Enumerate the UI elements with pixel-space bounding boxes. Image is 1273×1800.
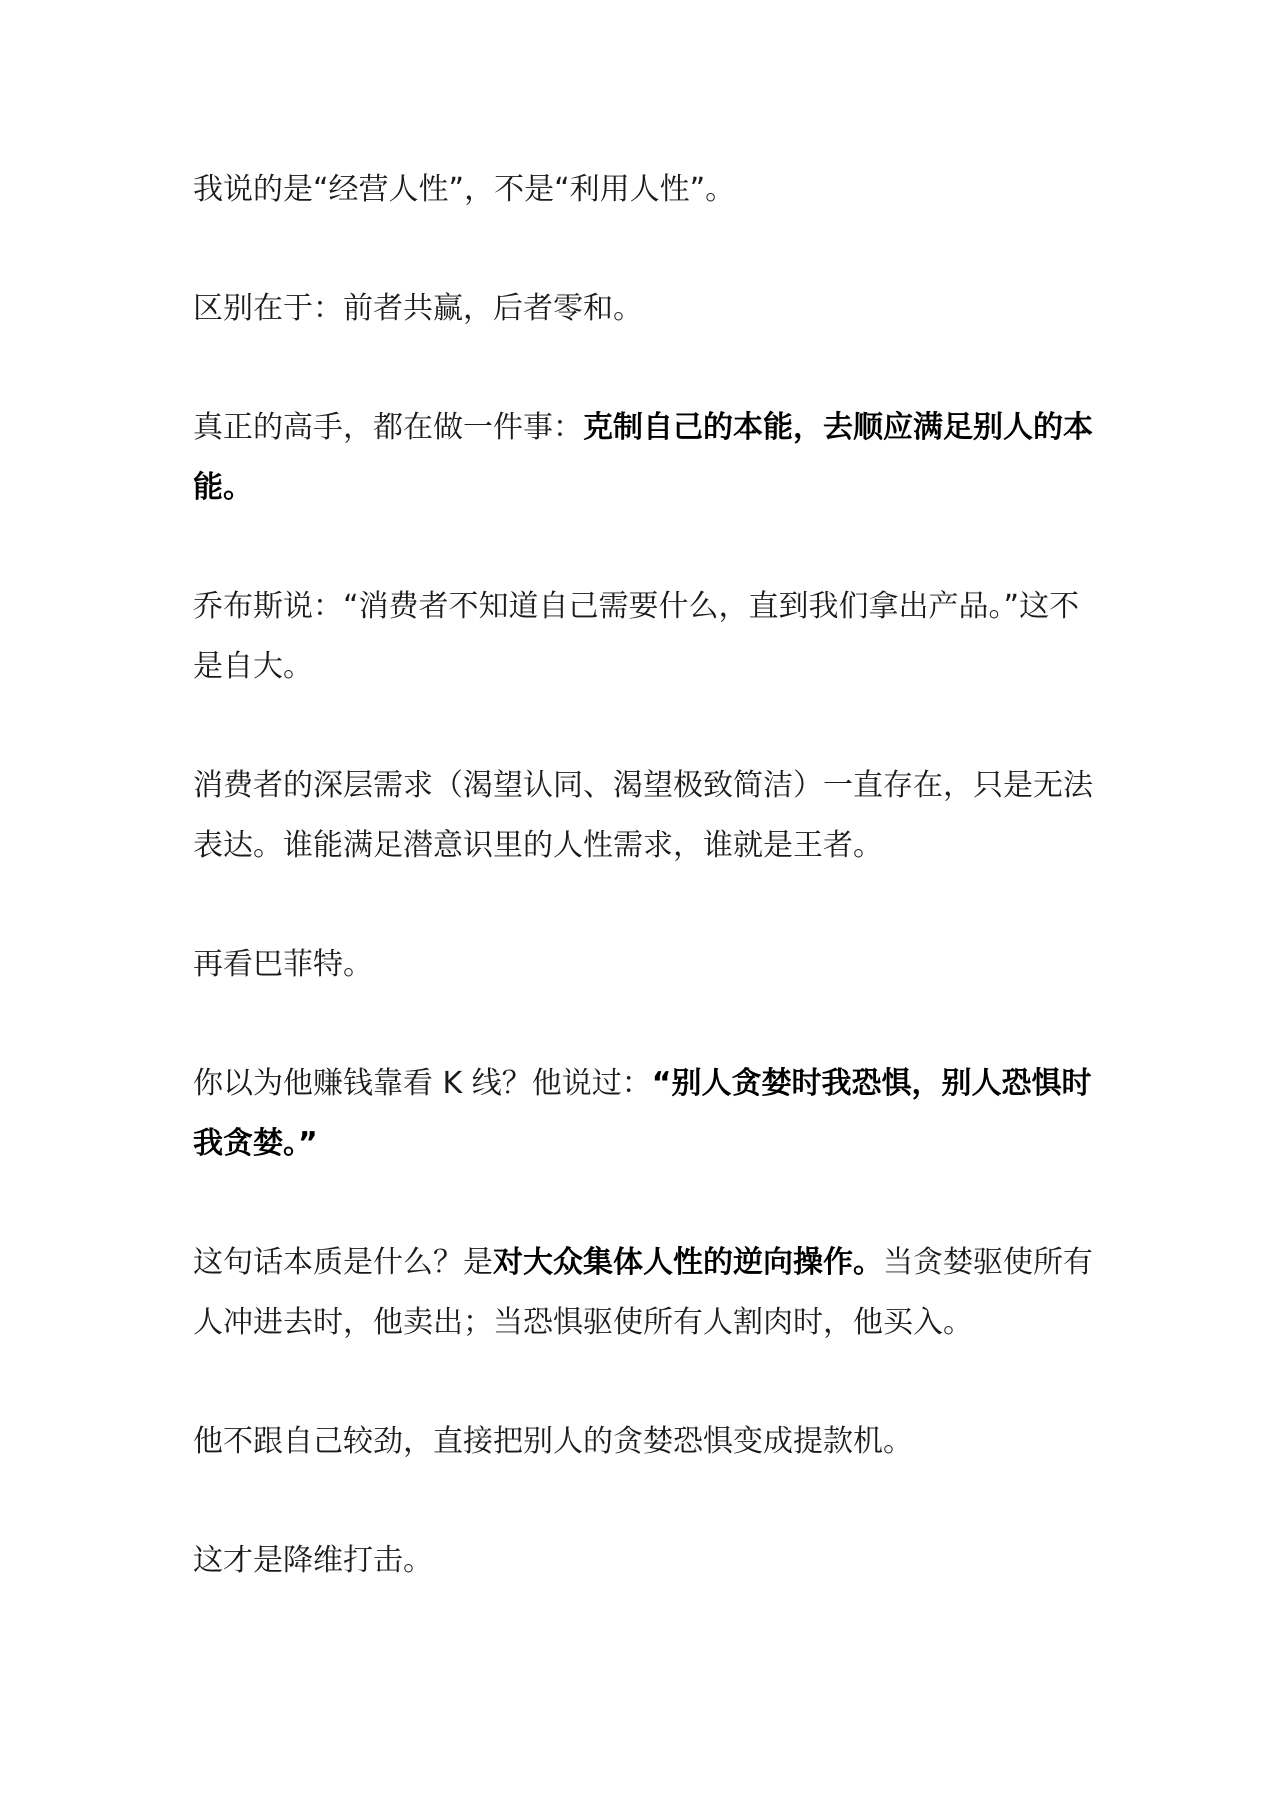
paragraph-text: 乔布斯说：“消费者不知道自己需要什么，直到我们拿出产品。”这不是自大。 (193, 589, 1080, 684)
paragraph (193, 398, 1093, 518)
paragraph (193, 935, 1093, 995)
emphasis-text: “别人贪婪时我恐惧，别人恐惧时我贪婪。” (193, 1066, 1092, 1161)
paragraph-text: 真正的高手，都在做一件事： (193, 410, 583, 445)
paragraph (193, 756, 1093, 876)
paragraph (193, 160, 1093, 220)
paragraph (193, 1054, 1093, 1174)
paragraph (193, 1412, 1093, 1472)
paragraph-text: 消费者的深层需求（渴望认同、渴望极致简洁）一直存在，只是无法表达。谁能满足潜意识里的人性需求，谁就是王者。 (193, 768, 1093, 863)
emphasis-text: 克制自己的本能，去顺应满足别人的本能。 (193, 410, 1093, 505)
paragraph (193, 279, 1093, 339)
emphasis-text: 对大众集体人性的逆向操作。 (493, 1245, 883, 1280)
paragraph-text: 区别在于：前者共赢，后者零和。 (193, 291, 643, 326)
paragraph-text: 这才是降维打击。 (193, 1543, 433, 1578)
paragraph (193, 577, 1093, 697)
paragraph-text: 他不跟自己较劲，直接把别人的贪婪恐惧变成提款机。 (193, 1424, 913, 1459)
article-body (193, 160, 1093, 1591)
paragraph (193, 1233, 1093, 1353)
paragraph-text: 这句话本质是什么？是 (193, 1245, 493, 1280)
paragraph-text: 当贪婪驱使所有人冲进去时，他卖出；当恐惧驱使所有人割肉时，他买入。 (193, 1245, 1093, 1340)
paragraph-text: 我说的是“经营人性”，不是“利用人性”。 (193, 172, 736, 207)
paragraph-text: 再看巴菲特。 (193, 947, 373, 982)
paragraph-text: 你以为他赚钱靠看 K 线？他说过： (193, 1066, 652, 1101)
paragraph (193, 1531, 1093, 1591)
